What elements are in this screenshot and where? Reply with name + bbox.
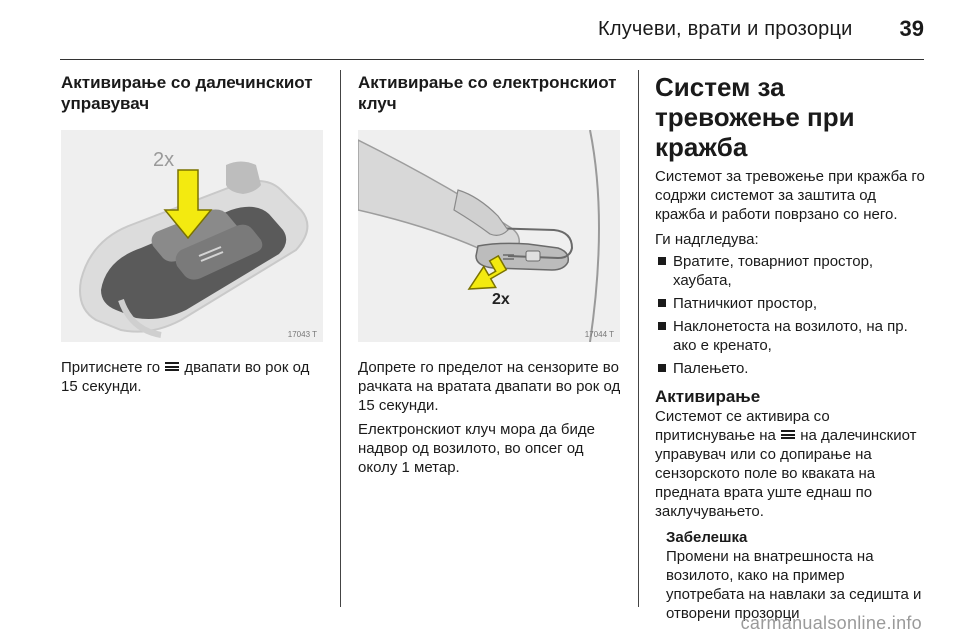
list-item: Наклонетоста на возилото, на пр. ако е кренато, [655, 317, 927, 355]
header-rule [60, 59, 924, 60]
monitored-items-list [655, 252, 927, 378]
watermark: carmanualsonline.info [740, 613, 922, 633]
electronic-key-text-1: Допрете го пределот на сензорите во рачката на вратата двапати во рок од 15 секунди. [358, 359, 621, 414]
column-divider [638, 70, 639, 607]
remote-key-drawing [61, 130, 323, 342]
note-text: Промени на внатрешноста на возилото, како на пример употребата на навлаки за седишта и отворени прозорци [666, 548, 922, 622]
lock-button-icon [165, 362, 179, 371]
note-box [666, 528, 927, 623]
twice-label: 2x [153, 149, 175, 171]
electronic-key-text-2: Електронскиот клуч мора да биде надвор од возилото, во опсег од околу 1 метар. [358, 421, 595, 476]
figure-code: 17043 T [287, 330, 317, 339]
monitors-label: Ги надгледува: [655, 231, 759, 248]
list-item: Вратите, товарниот простор, хаубата, [655, 252, 927, 290]
page-header-title: Клучеви, врати и прозорци [598, 18, 853, 40]
page-number: 39 [899, 16, 924, 41]
note-title: Забелешка [666, 529, 748, 546]
lock-button-icon [781, 430, 795, 439]
door-handle-illustration [358, 130, 620, 342]
section-main-heading: Систем за тревожење при кражба [655, 72, 855, 162]
column-remote-activation [61, 72, 329, 396]
door-handle-drawing [358, 130, 620, 342]
remote-key-illustration [61, 130, 323, 342]
figure-code: 17044 T [584, 330, 614, 339]
activation-text [655, 407, 927, 521]
text-segment: двапати во рок од 15 секунди. [61, 359, 310, 395]
alarm-intro-text: Системот за тревожење при кражба го содржи системот за заштита од кражба и работи поврзано со него. [655, 168, 925, 223]
remote-activation-text [61, 358, 329, 396]
text-segment: на далечинскиот управувач или со допирање на сензорското поле во кваката на предната врата уште еднаш по заклучувањето. [655, 427, 917, 520]
text-segment: Системот се активира со притиснување на [655, 408, 830, 444]
list-item: Патничкиот простор, [655, 294, 927, 313]
column-anti-theft-alarm [655, 72, 927, 623]
section-heading: Активирање со далечинскиот управувач [61, 73, 313, 113]
list-item: Палењето. [655, 359, 927, 378]
text-segment: Притиснете го [61, 359, 161, 376]
column-divider [340, 70, 341, 607]
section-heading: Активирање со електронскиот клуч [358, 73, 617, 113]
activation-heading: Активирање [655, 387, 761, 406]
column-electronic-key-activation [358, 72, 626, 477]
twice-label: 2x [492, 291, 510, 308]
